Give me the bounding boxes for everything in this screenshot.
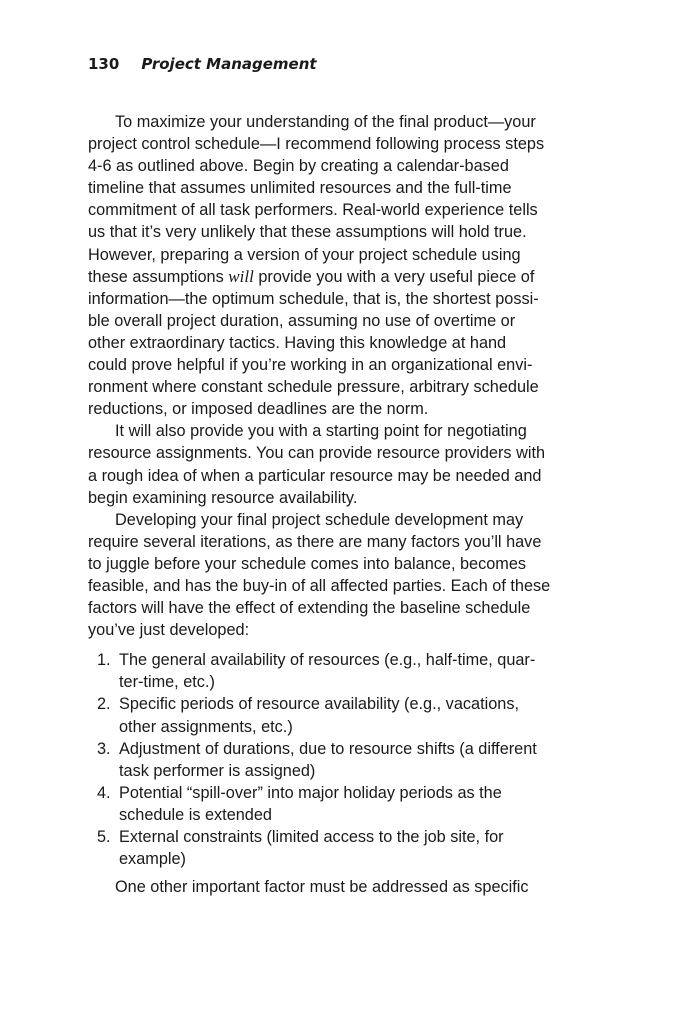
emphasized-word: will: [228, 266, 254, 286]
running-header: [88, 54, 317, 74]
list-number: 1.: [97, 651, 111, 670]
text-line: information—the optimum schedule, that is, the shortest possi-: [88, 289, 539, 308]
text-line: It will also provide you with a starting point for negotiating: [115, 422, 527, 441]
text-line: begin examining resource availability.: [88, 488, 358, 507]
text-line: require several iterations, as there are many factors you’ll have: [88, 532, 542, 551]
text-line: to juggle before your schedule comes into balance, becomes: [88, 554, 527, 573]
list-number: 5.: [97, 828, 111, 846]
text-line: 4-6 as outlined above. Begin by creating a calendar-based: [88, 157, 509, 176]
text-line: us that it’s very unlikely that these assumptions will hold true.: [88, 223, 527, 242]
list-item: [88, 693, 598, 737]
paragraph-3: [88, 509, 598, 642]
list-number: 2.: [97, 695, 111, 714]
text-line: To maximize your understanding of the final product—your: [115, 113, 536, 131]
text-line: [88, 266, 598, 288]
text-line: timeline that assumes unlimited resources and the full-time: [88, 179, 512, 198]
text-line: External constraints (limited access to the job site, for: [119, 828, 504, 846]
list-item: [88, 738, 598, 782]
text-line: One other important factor must be addressed as specific: [115, 878, 529, 897]
text-line: feasible, and has the buy-in of all affected parties. Each of these: [88, 576, 551, 595]
text-line: example): [119, 850, 186, 869]
text-line: However, preparing a version of your project schedule using: [88, 245, 521, 264]
text-line: reductions, or imposed deadlines are the norm.: [88, 400, 429, 419]
body-text: [88, 111, 598, 898]
page-number: 130: [88, 55, 120, 73]
text-line: other assignments, etc.): [119, 717, 293, 736]
text-line: Adjustment of durations, due to resource shifts (a different: [119, 739, 537, 758]
list-number: 3.: [97, 739, 111, 758]
text-line: resource assignments. You can provide resource providers with: [88, 444, 546, 463]
list-item: [88, 826, 598, 870]
text-line: commitment of all task performers. Real-world experience tells: [88, 201, 538, 220]
text-line: could prove helpful if you’re working in an organizational envi-: [88, 356, 533, 375]
text-line: you’ve just developed:: [88, 621, 250, 640]
paragraph-2: [88, 420, 598, 508]
text-line: ter-time, etc.): [119, 673, 215, 692]
list-number: 4.: [97, 783, 111, 802]
text-line: ble overall project duration, assuming no use of overtime or: [88, 311, 516, 330]
text-line: task performer is assigned): [119, 761, 316, 780]
text-fragment: provide you with a very useful piece of: [258, 267, 535, 286]
list-item: [88, 649, 598, 693]
text-line: The general availability of resources (e.g., half-time, quar-: [119, 651, 536, 670]
text-line: ronment where constant schedule pressure, arbitrary schedule: [88, 378, 539, 397]
text-line: project control schedule—I recommend following process steps: [88, 135, 545, 154]
factors-list: [88, 649, 598, 870]
text-line: Developing your final project schedule development may: [115, 510, 524, 529]
text-fragment: these assumptions: [88, 267, 224, 286]
text-line: a rough idea of when a particular resource may be needed and: [88, 466, 542, 485]
text-line: factors will have the effect of extending the baseline schedule: [88, 599, 531, 618]
text-line: Potential “spill-over” into major holiday periods as the: [119, 783, 502, 802]
text-line: Specific periods of resource availability (e.g., vacations,: [119, 695, 519, 714]
list-item: [88, 782, 598, 826]
paragraph-1: [88, 111, 598, 420]
paragraph-4: [88, 876, 598, 898]
running-title: Project Management: [141, 55, 317, 73]
text-line: other extraordinary tactics. Having this knowledge at hand: [88, 333, 507, 352]
text-line: schedule is extended: [119, 805, 272, 824]
